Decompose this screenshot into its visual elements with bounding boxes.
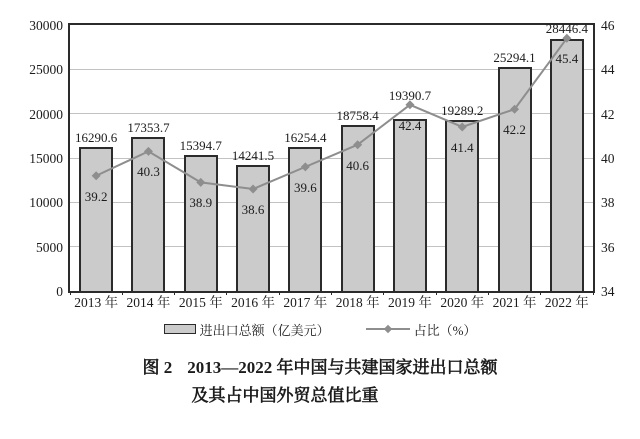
caption-line-1 (143, 354, 498, 382)
bar-value-label: 19289.2 (441, 102, 484, 118)
y-axis-label-left: 15000 (29, 151, 63, 166)
y-axis-label-right: 34 (601, 284, 615, 299)
diamond-marker (458, 122, 467, 131)
share-value-label: 45.4 (555, 51, 579, 67)
y-axis-label-right: 46 (601, 18, 615, 33)
y-axis-label-left: 20000 (29, 106, 63, 122)
caption-fig-label: 图 2 (142, 358, 173, 377)
legend-item-line (366, 320, 477, 339)
diamond-marker (301, 162, 310, 171)
bar-value-label: 17353.7 (127, 120, 170, 136)
share-value-label: 42.4 (398, 117, 422, 133)
diamond-marker (196, 178, 205, 187)
diamond-marker (144, 147, 153, 156)
bar-value-label: 25294.1 (493, 49, 536, 65)
diamond-marker (92, 171, 101, 180)
bar-value-label: 14241.5 (231, 147, 275, 163)
diamond-marker (249, 185, 258, 194)
bar-value-label: 28446.4 (545, 21, 588, 37)
x-axis-label: 2014 年 (126, 295, 171, 310)
legend-bar-label: 进出口总额（亿美元） (199, 322, 330, 338)
diamond-marker-icon (383, 325, 391, 333)
x-axis-label: 2019 年 (388, 295, 432, 310)
x-axis-label: 2013 年 (74, 295, 119, 310)
x-axis-label: 2022 年 (544, 295, 589, 310)
bar-swatch-icon (164, 324, 196, 334)
x-axis-label: 2016 年 (231, 295, 275, 310)
plot-area (68, 23, 595, 293)
x-axis-label: 2021 年 (492, 295, 537, 310)
share-value-label: 41.4 (450, 139, 474, 155)
bar-value-label: 19390.7 (388, 87, 432, 103)
y-axis-label-left: 30000 (29, 18, 63, 33)
y-axis-label-left: 0 (56, 284, 63, 299)
share-value-label: 40.6 (346, 157, 370, 173)
figure-caption (0, 354, 640, 410)
x-axis-label: 2018 年 (335, 295, 380, 310)
legend-line-label: 占比（%） (413, 322, 477, 338)
caption-line-2: 及其占中国外贸总值比重 (191, 386, 379, 405)
y-axis-label-right: 44 (601, 62, 615, 78)
share-value-label: 42.2 (503, 122, 526, 138)
legend-item-bar (164, 320, 330, 339)
share-value-label: 38.6 (241, 202, 265, 218)
bar-value-label: 15394.7 (179, 137, 222, 153)
share-value-label: 39.2 (84, 188, 108, 204)
share-value-label: 39.6 (293, 179, 317, 195)
y-axis-label-right: 42 (601, 106, 615, 122)
bar-value-label: 16254.4 (284, 129, 327, 145)
caption-title-line1: 2013—2022 年中国与共建国家进出口总额 (187, 358, 498, 377)
legend (0, 319, 640, 339)
y-axis-label-left: 10000 (29, 195, 63, 211)
y-axis-label-left: 5000 (36, 239, 63, 255)
caption-text (143, 354, 498, 410)
line-swatch-icon (366, 324, 410, 334)
y-axis-label-left: 25000 (29, 62, 63, 78)
share-value-label: 38.9 (189, 195, 213, 211)
x-axis-label: 2017 年 (283, 295, 328, 310)
x-axis-label: 2020 年 (440, 295, 485, 310)
bar-value-label: 18758.4 (336, 107, 379, 123)
y-axis-label-right: 38 (601, 195, 615, 211)
y-axis-label-right: 36 (601, 239, 615, 255)
x-axis-label: 2015 年 (178, 295, 223, 310)
share-value-label: 40.3 (137, 164, 160, 180)
bar-value-label: 16290.6 (75, 129, 118, 145)
y-axis-label-right: 40 (601, 151, 615, 166)
